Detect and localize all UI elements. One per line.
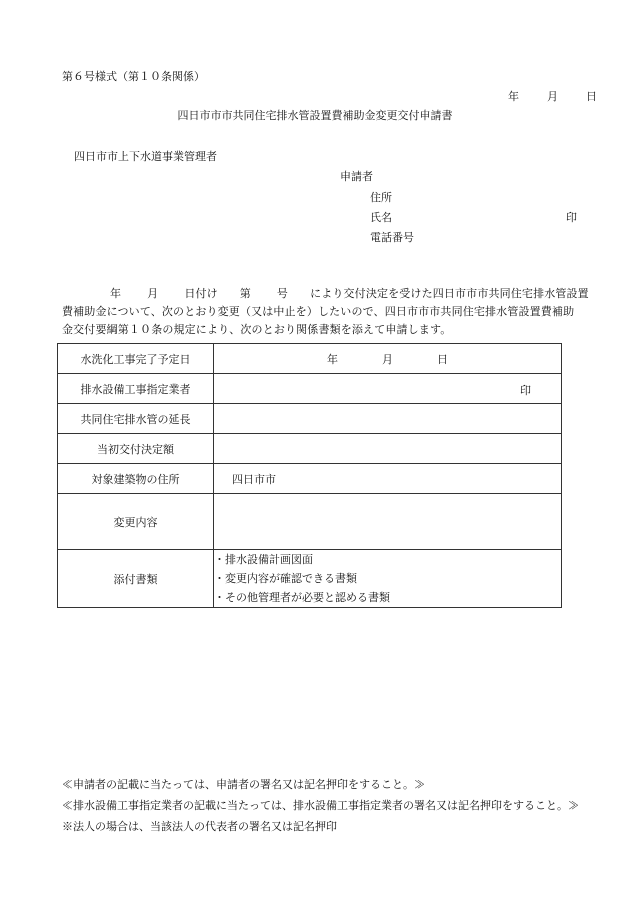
table-row (58, 344, 562, 374)
table-row (58, 434, 562, 464)
attachments-label: 添付書類 (58, 550, 214, 608)
table-row (58, 374, 562, 404)
initial-amount-label: 当初交付決定額 (58, 434, 214, 464)
attachment-item: ・変更内容が確認できる書類 (214, 572, 357, 585)
table-row (58, 494, 562, 550)
building-address-label: 対象建築物の住所 (58, 464, 214, 494)
note-corporation: ※法人の場合は、当該法人の代表者の署名又は記名押印 (62, 820, 337, 833)
completion-date-day: 日 (437, 352, 448, 366)
statement-line-2: 費補助金について、次のとおり変更（又は中止を）したいので、四日市市市共同住宅排水管設置費補助 (62, 305, 575, 318)
table-row (58, 464, 562, 494)
applicant-address-label: 住所 (370, 191, 392, 204)
statement-line-1-text: により交付決定を受けた四日市市市共同住宅排水管設置 (310, 287, 589, 300)
statement-number-suffix: 号 (276, 287, 289, 300)
contractor-seal-mark: 印 (520, 384, 531, 397)
attachments-list (214, 550, 562, 608)
date-year-label: 年 (508, 90, 519, 103)
completion-date-field[interactable] (214, 344, 562, 374)
applicant-phone-label: 電話番号 (370, 231, 414, 244)
statement-number-prefix: 第 (239, 287, 251, 300)
attachment-item: ・排水設備計画図面 (214, 553, 313, 566)
change-details-label: 変更内容 (58, 494, 214, 550)
applicant-name-label: 氏名 (370, 211, 392, 224)
document-title: 四日市市市共同住宅排水管設置費補助金変更交付申請書 (177, 109, 453, 122)
table-row (58, 404, 562, 434)
application-table (57, 343, 562, 608)
contractor-field[interactable] (214, 374, 562, 404)
applicant-seal-mark: 印 (566, 211, 577, 224)
pipe-length-label: 共同住宅排水管の延長 (58, 404, 214, 434)
completion-date-label: 水洗化工事完了予定日 (58, 344, 214, 374)
completion-date-month: 月 (382, 352, 393, 366)
change-details-field[interactable] (214, 494, 562, 550)
table-row (58, 550, 562, 608)
statement-line-3: 金交付要綱第１０条の規定により、次のとおり関係書類を添えて申請します。 (62, 323, 452, 336)
document-date (508, 88, 597, 104)
date-month-label: 月 (547, 90, 558, 103)
statement-month: 月 (147, 287, 159, 300)
recipient: 四日市市上下水道事業管理者 (74, 150, 217, 163)
statement-line-1 (62, 285, 590, 303)
note-contractor-signature: ≪排水設備工事指定業者の記載に当たっては、排水設備工事指定業者の署名又は記名押印をすること。≫ (62, 799, 579, 812)
application-statement (62, 285, 590, 339)
contractor-label: 排水設備工事指定業者 (58, 374, 214, 404)
initial-amount-field[interactable] (214, 434, 562, 464)
applicant-heading: 申請者 (340, 170, 373, 183)
form-number: 第６号様式（第１０条関係） (62, 70, 205, 83)
building-address-field[interactable]: 四日市市 (214, 464, 562, 494)
date-day-label: 日 (586, 90, 597, 103)
note-applicant-signature: ≪申請者の記載に当たっては、申請者の署名又は記名押印をすること。≫ (62, 778, 425, 791)
completion-date-year: 年 (327, 352, 338, 366)
pipe-length-field[interactable] (214, 404, 562, 434)
attachment-item: ・その他管理者が必要と認める書類 (214, 591, 390, 604)
statement-year: 年 (110, 287, 122, 300)
statement-date-suffix: 日付け (184, 287, 218, 300)
